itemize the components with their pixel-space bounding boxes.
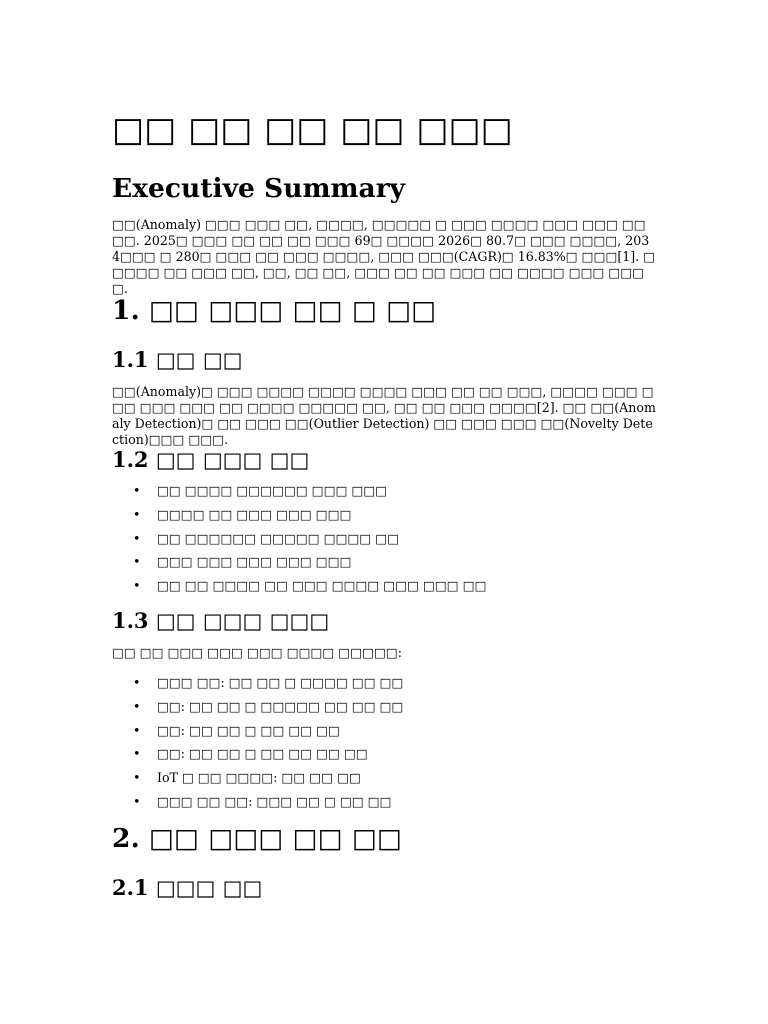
list-item: • □□□ □□ □□: □□□ □□ □ □□ □□ — [133, 793, 392, 809]
bullet-icon: • — [133, 722, 141, 738]
document-title: □□ □□ □□ □□ □□□ — [112, 110, 513, 150]
bullet-icon: • — [133, 530, 141, 546]
executive-summary-paragraph: □□(Anomaly) □□□ □□□ □□, □□□□, □□□□□ □ □□□ □□□□ □□□ □□□ □□ □□. 2025□ □□□ □□ □□ □□ □□□ 69□ □□□□ 2026□ 80.7□ □□□ □□□□, 2034□□□ □ 280□ □□□ □□ □□□ □□□□, □□□ □□□(CAGR)□ 16.83%□ □□□[1]. □ □□□□ □□ □□□ □□, □□, □□ □□, □□□ □□ □□ □□□ □□ □□□□ □□□ □□□□. — [112, 217, 656, 296]
list-item: • □□□ □□: □□ □□ □ □□□□ □□ □□ — [133, 675, 404, 690]
bullet-icon: • — [133, 746, 141, 762]
list-item: • □□ □□ □□□□ □□ □□□ □□□□ □□□ □□□ □□ — [133, 578, 487, 594]
section-1-3-intro: □□ □□ □□□ □□□ □□□ □□□□ □□□□□: — [112, 645, 403, 660]
bullet-icon: • — [133, 578, 141, 594]
bullet-icon: • — [133, 698, 141, 714]
section-1-1-paragraph: □□(Anomaly)□ □□□ □□□□ □□□□ □□□□ □□□ □□ □□ □□□, □□□□ □□□ □□□ □□□ □□□ □□ □□□□ □□□□□ □□, □□ □□ □□□ □□□□[2]. □□ □□(Anomaly Detection)□ □□ □□□ □□(Outlier Detection) □□ □□□ □□□ □□(Novelty Detection)□□□ □□□. — [112, 384, 656, 447]
executive-summary-heading: Executive Summary — [112, 173, 406, 204]
list-item: • IoT □ □□ □□□□: □□ □□ □□ — [133, 770, 361, 786]
section-1-3-heading: 1.3 □□ □□□ □□□ — [112, 608, 330, 633]
bullet-icon: • — [133, 483, 141, 498]
list-item: • □□□ □□□ □□□ □□□ □□□ — [133, 554, 352, 570]
section-1-3-list — [112, 675, 657, 818]
list-item: • □□: □□ □□ □ □□□□□ □□ □□ □□ — [133, 698, 404, 714]
bullet-icon: • — [133, 506, 141, 522]
bullet-icon: • — [133, 793, 141, 809]
list-item: • □□ □□□□ □□□□□□ □□□ □□□ — [133, 483, 388, 498]
bullet-icon: • — [133, 675, 141, 690]
section-2-1-heading: 2.1 □□□ □□ — [112, 875, 263, 900]
list-item: • □□: □□ □□ □ □□ □□ □□ — [133, 722, 340, 738]
bullet-icon: • — [133, 770, 141, 786]
section-1-1-heading: 1.1 □□ □□ — [112, 347, 243, 372]
section-1-2-list — [112, 483, 657, 602]
section-2-heading: 2. □□ □□□ □□ □□ — [112, 823, 402, 854]
list-item: • □□ □□□□□□ □□□□□ □□□□ □□ — [133, 530, 400, 546]
section-1-heading: 1. □□ □□□ □□ □ □□ — [112, 295, 437, 326]
bullet-icon: • — [133, 554, 141, 570]
list-item: • □□: □□ □□ □ □□ □□ □□ □□ — [133, 746, 368, 762]
list-item: • □□□□ □□ □□□ □□□ □□□ — [133, 506, 352, 522]
section-1-2-heading: 1.2 □□ □□□ □□ — [112, 447, 310, 472]
